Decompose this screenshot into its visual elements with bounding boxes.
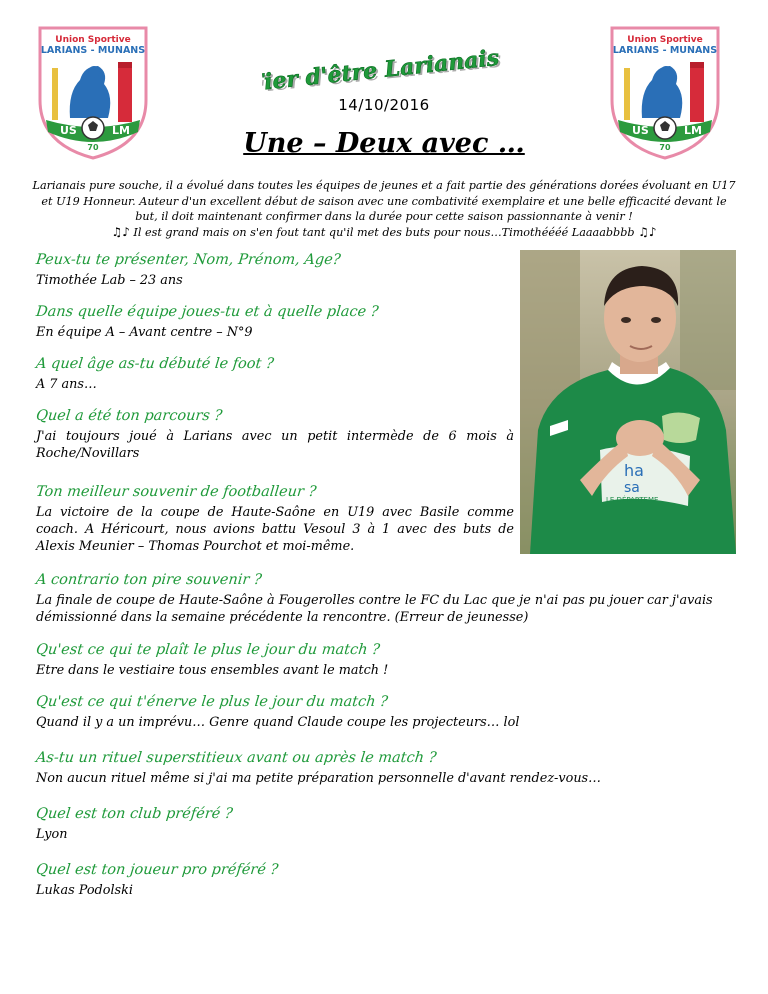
club-name-line2: LARIANS - MUNANS	[612, 45, 718, 56]
answer: Non aucun rituel même si j'ai ma petite préparation personnelle d'avant rendez-vous…	[36, 771, 601, 786]
jersey-text-3: LE DÉPARTEME	[606, 496, 659, 504]
answer: En équipe A – Avant centre – N°9	[36, 325, 253, 340]
answer: Quand il y a un imprévu… Genre quand Claude coupe les projecteurs… lol	[36, 715, 520, 730]
question: Qu'est ce qui t'énerve le plus le jour du match ?	[35, 694, 389, 710]
badge-us: US	[60, 124, 77, 137]
question: A quel âge as-tu débuté le foot ?	[35, 356, 275, 372]
question: Qu'est ce qui te plaît le plus le jour du match ?	[35, 642, 381, 658]
page-title: Une – Deux avec …	[243, 128, 525, 159]
qa-block	[36, 748, 736, 787]
badge-us: US	[632, 124, 649, 137]
answer: A 7 ans…	[36, 377, 97, 392]
question: A contrario ton pire souvenir ?	[35, 572, 263, 588]
question: Peux-tu te présenter, Nom, Prénom, Age?	[35, 252, 342, 268]
club-name-line2: LARIANS - MUNANS	[40, 45, 146, 56]
question: Quel est ton club préféré ?	[35, 806, 234, 822]
qa-block	[36, 406, 514, 462]
answer: Timothée Lab – 23 ans	[36, 273, 183, 288]
slogan	[262, 40, 502, 92]
answer: La finale de coupe de Haute-Saône à Fougerolles contre le FC du Lac que je n'ai pas pu jouer car j'avais démissionné dans la semaine précédente la rencontre. (Erreur de jeunesse)	[36, 593, 713, 625]
question: Quel a été ton parcours ?	[35, 408, 224, 424]
qa-block	[36, 250, 341, 289]
question: As-tu un rituel superstitieux avant ou après le match ?	[35, 750, 438, 766]
answer: La victoire de la coupe de Haute-Saône en U19 avec Basile comme coach. A Héricourt, nous avions battu Vesoul 3 à 1 avec des buts de Alexis Meunier – Thomas Pourchot et moi-même.	[36, 505, 514, 554]
issue-date: 14/10/2016	[338, 96, 430, 114]
badge-year: 70	[87, 143, 99, 152]
qa-block	[36, 640, 736, 679]
answer: Lyon	[36, 827, 68, 842]
badge-lm: LM	[684, 124, 702, 137]
question: Dans quelle équipe joues-tu et à quelle place ?	[35, 304, 380, 320]
slogan-shadow: Fier d'être Larianais	[262, 46, 502, 92]
answer: Lukas Podolski	[36, 883, 133, 898]
jersey-text-2: sa	[624, 480, 640, 496]
badge-lm: LM	[112, 124, 130, 137]
jersey-text-1: ha	[624, 461, 644, 480]
player-photo	[520, 250, 736, 554]
qa-block	[36, 482, 514, 555]
club-name-line1: Union Sportive	[55, 35, 131, 45]
badge-year: 70	[659, 143, 671, 152]
music-notes-icon: ♫♪	[638, 224, 657, 239]
answer: Etre dans le vestiaire tous ensembles avant le match !	[36, 663, 389, 678]
slogan-text: Fier d'être Larianais	[262, 44, 501, 92]
qa-block	[36, 692, 736, 731]
qa-block	[36, 860, 278, 899]
qa-block	[36, 570, 736, 626]
answer: J'ai toujours joué à Larians avec un petit intermède de 6 mois à Roche/Novillars	[36, 429, 514, 461]
qa-block	[36, 302, 379, 341]
qa-block	[36, 354, 274, 393]
intro-text: Larianais pure souche, il a évolué dans toutes les équipes de jeunes et a fait partie des générations dorées évoluant en U17 et U19 Honneur. Auteur d'un excellent début de saison avec une combativité exemplaire et une belle efficacité devant le but, il doit maintenant confirmer dans la durée pour cette saison passionnante à venir !	[32, 179, 736, 223]
intro-paragraph	[30, 178, 738, 240]
question: Quel est ton joueur pro préféré ?	[35, 862, 280, 878]
intro-chant: Il est grand mais on s'en fout tant qu'il met des buts pour nous…Timothéééé Laaaabbbb	[129, 225, 639, 239]
qa-block	[36, 804, 233, 843]
music-notes-icon: ♫♪	[111, 224, 130, 239]
question: Ton meilleur souvenir de footballeur ?	[35, 484, 318, 500]
club-name-line1: Union Sportive	[627, 35, 703, 45]
